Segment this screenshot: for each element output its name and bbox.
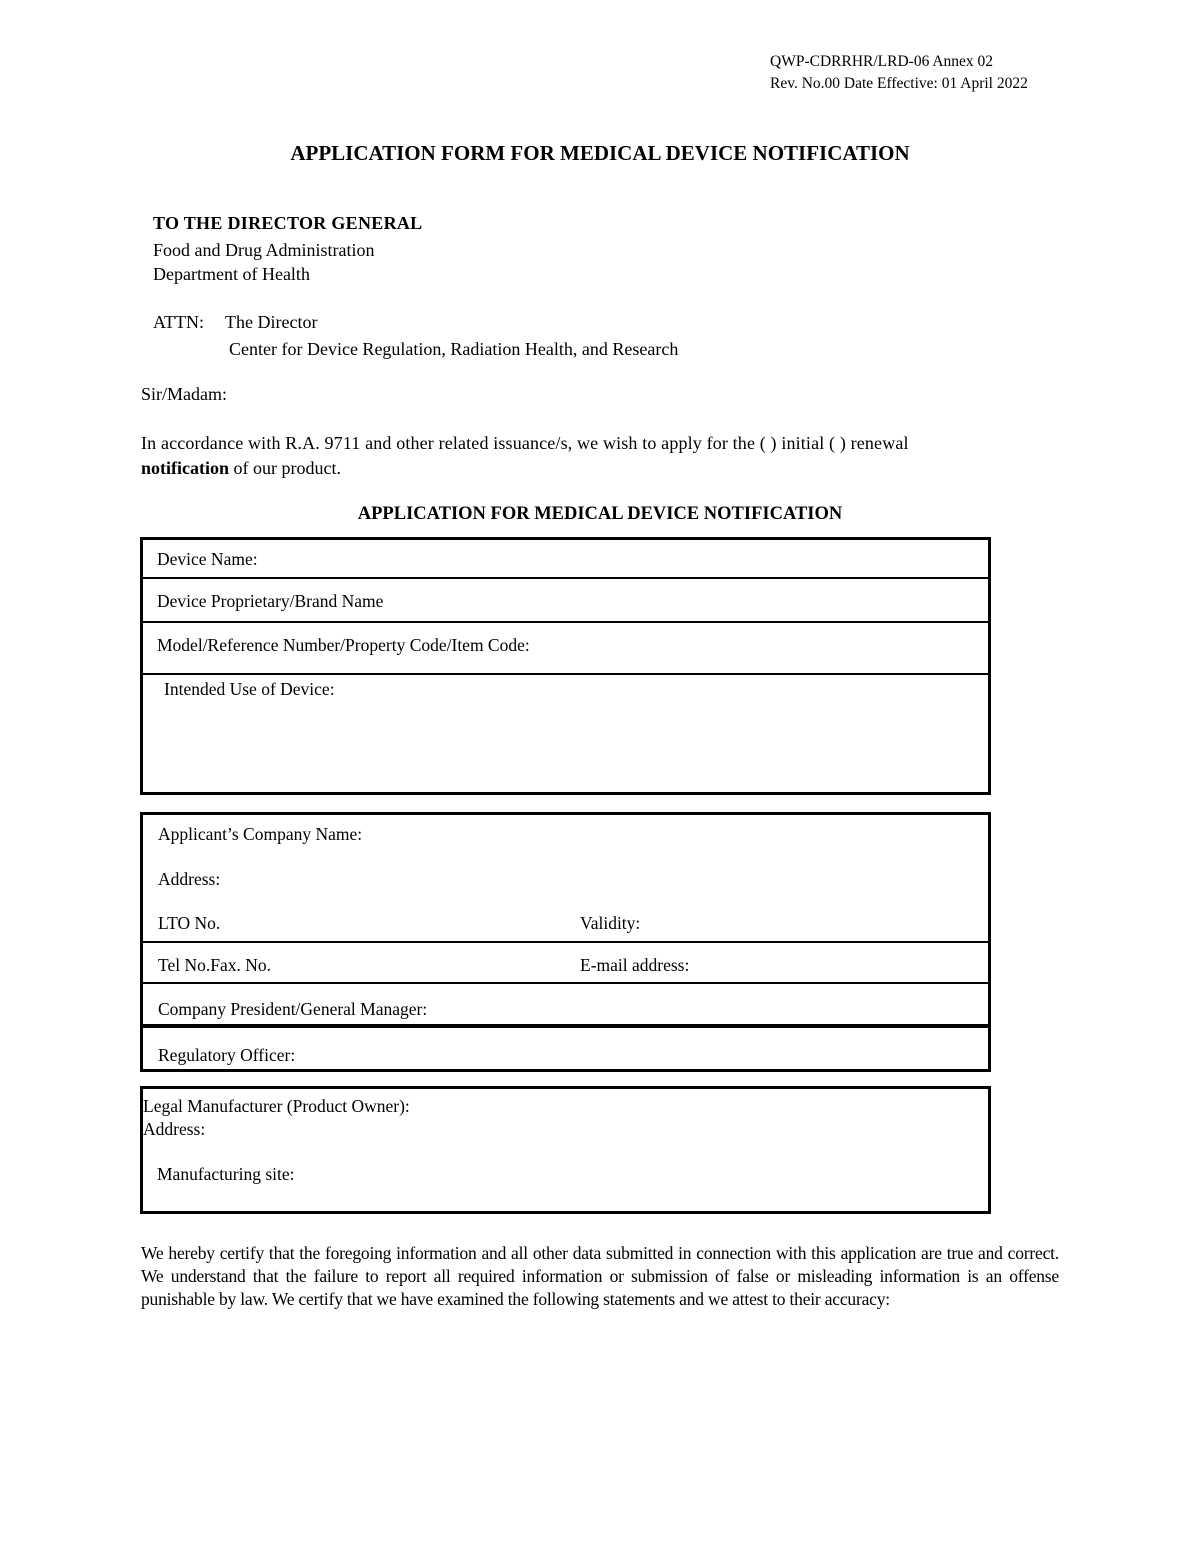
divider	[142, 577, 989, 579]
attn-label: ATTN:	[153, 312, 204, 332]
manufacturing-site-field[interactable]: Manufacturing site:	[157, 1164, 295, 1184]
model-number-field[interactable]: Model/Reference Number/Property Code/Item Code:	[157, 635, 530, 655]
email-field[interactable]: E-mail address:	[580, 955, 690, 975]
president-field[interactable]: Company President/General Manager:	[158, 999, 428, 1019]
addressee-to: TO THE DIRECTOR GENERAL	[153, 213, 423, 233]
intro-line-1: In accordance with R.A. 9711 and other related issuance/s, we wish to apply for the ( ) initial ( ) renewal	[141, 433, 909, 453]
divider	[142, 1024, 989, 1028]
intended-use-field[interactable]: Intended Use of Device:	[164, 679, 335, 699]
addressee-org: Food and Drug Administration	[153, 240, 375, 260]
device-name-field[interactable]: Device Name:	[157, 549, 258, 569]
divider	[142, 982, 989, 984]
brand-name-field[interactable]: Device Proprietary/Brand Name	[157, 591, 384, 611]
document-code: QWP-CDRRHR/LRD-06 Annex 02	[770, 53, 994, 70]
form-title: APPLICATION FOR MEDICAL DEVICE NOTIFICATION	[357, 504, 843, 524]
validity-field[interactable]: Validity:	[580, 913, 641, 933]
lto-number-field[interactable]: LTO No.	[158, 913, 221, 933]
salutation: Sir/Madam:	[141, 384, 227, 404]
intro-line-2	[141, 458, 341, 479]
legal-manufacturer-field[interactable]: Legal Manufacturer (Product Owner):	[143, 1096, 410, 1116]
company-address-field[interactable]: Address:	[158, 869, 221, 889]
tel-fax-field[interactable]: Tel No.Fax. No.	[158, 955, 271, 975]
page-title: APPLICATION FORM FOR MEDICAL DEVICE NOTIFICATION	[290, 141, 910, 165]
device-info-box	[140, 537, 991, 795]
revision-info: Rev. No.00 Date Effective: 01 April 2022	[770, 75, 1028, 92]
attn-name: The Director	[225, 312, 318, 332]
divider	[142, 941, 989, 943]
attn-center: Center for Device Regulation, Radiation Health, and Research	[229, 339, 679, 359]
company-name-field[interactable]: Applicant’s Company Name:	[158, 824, 363, 844]
regulatory-officer-field[interactable]: Regulatory Officer:	[158, 1045, 296, 1065]
addressee-dept: Department of Health	[153, 264, 310, 284]
intro-bold-word: notification	[141, 458, 229, 478]
certification-statement: We hereby certify that the foregoing information and all other data submitted in connection with this application are true and correct. We understand that the failure to report all required information or submission of false or misleading information is an offense punishable by law. We certify that we have examined the following statements and we attest to their accuracy:	[141, 1243, 1059, 1309]
intro-line-2-rest: of our product.	[229, 458, 341, 478]
divider	[142, 621, 989, 623]
manufacturer-address-field[interactable]: Address:	[143, 1119, 206, 1139]
divider	[142, 673, 989, 675]
